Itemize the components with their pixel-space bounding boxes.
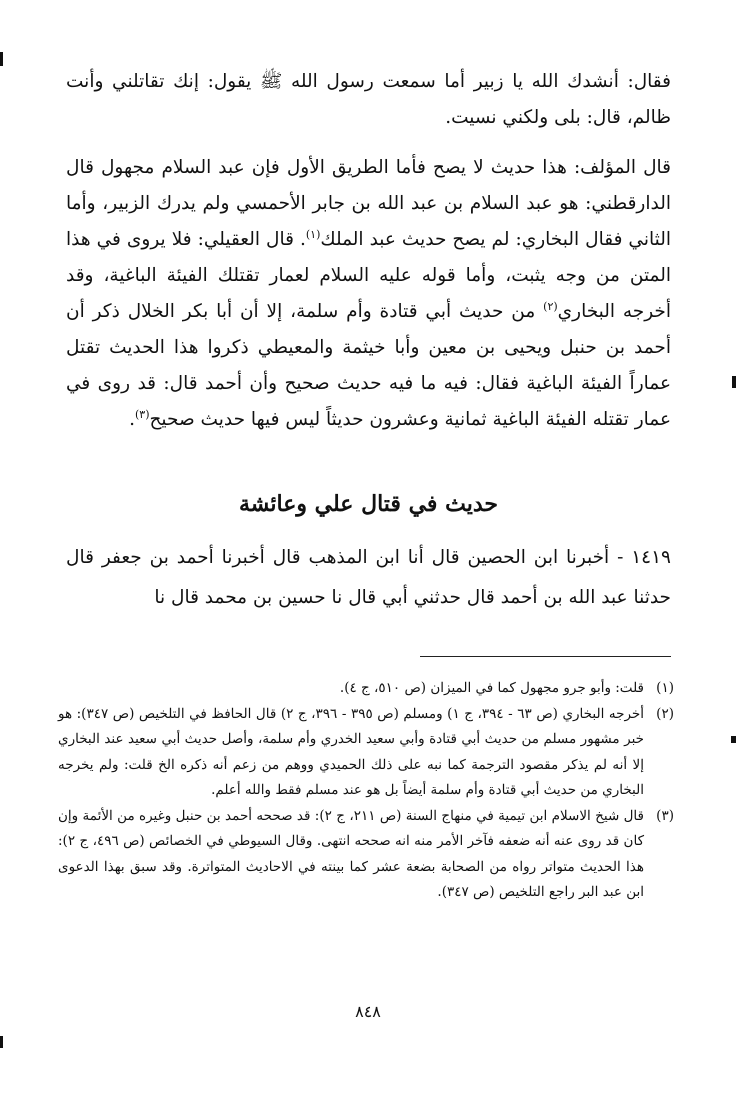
hadith-paragraph: ١٤١٩ - أخبرنا ابن الحصين قال أنا ابن المذهب قال أخبرنا أحمد بن جعفر قال حدثنا عبد الله بن أحمد قال حدثني أبي قال نا حسين بن محمد قال نا	[66, 547, 671, 608]
footnote-number: (١)	[656, 680, 674, 696]
scan-edge-mark	[0, 52, 3, 66]
scan-edge-mark	[732, 376, 736, 388]
footnote-item	[58, 804, 674, 906]
commentary-text: قال المؤلف: هذا حديث لا يصح فأما الطريق الأول فإن عبد السلام مجهول قال الدارقطني: هو عبد السلام بن عبد الله بن جابر الأحمسي ولم يدرك الزبير، وأما الثاني فقال البخاري: لم يصح حديث عبد الملك	[66, 157, 671, 250]
footnote-text: أخرجه البخاري (ص ٦٣ - ٣٩٤، ج ١) ومسلم (ص ٣٩٥ - ٣٩٦، ج ٢) قال الحافظ في التلخيص (ص ٣٤٧): هو خبر مشهور مسلم من حديث أبي قتادة وأبي سعيد الخدري وأم سلمة، وأصل حديث أبي سعيد عند البخاري إلا أنه لم يذكر مقصود الترجمة كما نبه على ذلك الحميدي ووهم من زعم أنه ذكره الخ قلت: ولم يخرجه البخاري من حديث أبي قتادة وأم سلمة أيضاً بل هو عند مسلم فقط والله أعلم.	[58, 705, 644, 798]
narration-paragraph: فقال: أنشدك الله يا زبير أما سمعت رسول الله ﷺ يقول: إنك تقاتلني وأنت ظالم، قال: بلى ولكني نسيت.	[66, 71, 671, 128]
commentary-text: . قال العقيلي: فلا يروى في هذا المتن من وجه يثبت، وأما قوله عليه السلام لعمار تقتلك الفيئة الباغية، وقد أخرجه البخاري	[66, 229, 672, 322]
author-commentary-paragraph	[66, 150, 671, 438]
footnote-item	[58, 702, 674, 804]
footnote-ref-3[interactable]: (٣)	[134, 407, 150, 421]
footnotes	[58, 676, 674, 906]
footnote-ref-1[interactable]: (١)	[305, 227, 321, 241]
main-text	[66, 64, 671, 438]
page-number: ٨٤٨	[355, 1002, 381, 1021]
footnote-number: (٢)	[656, 705, 674, 722]
section-heading: حديث في قتال علي وعائشة	[239, 491, 498, 517]
footnote-item	[58, 676, 674, 702]
scan-edge-mark	[0, 1036, 3, 1048]
footnote-text: قلت: وأبو جرو مجهول كما في الميزان (ص ٥١٠، ج ٤).	[339, 680, 644, 696]
commentary-text: من حديث أبي قتادة وأم سلمة، إلا أن أبا بكر الخلال ذكر أن أحمد بن حنبل ويحيى بن معين وأبا خيثمة والمعيطي ذكروا هذا الحديث تقتل عماراً الفيئة الباغية فقال: فيه ما فيه حديث صحيح وأن أحمد قال: قد روى في عمار تقتله الفيئة الباغية ثمانية وعشرون حديثاً ليس فيها حديث صحيح	[66, 301, 671, 430]
footnote-text: قال شيخ الاسلام ابن تيمية في منهاج السنة (ص ٢١١، ج ٢): قد صححه أحمد بن حنبل وغيره من الأئمة وإن كان قد روى عنه أنه ضعفه فآخر الأمر منه انه صححه انتهى. وقال السيوطي في الخصائص (ص ٤٩٦، ج ٢): هذا الحديث متواتر رواه من الصحابة بضعة عشر كما بينته في الاحاديث المتواترة. وقد سبق بهذا الدعوى ابن عبد البر راجع التلخيص (ص ٣٤٧).	[58, 807, 645, 900]
footnote-ref-2[interactable]: (٢)	[543, 299, 558, 313]
scan-edge-mark	[731, 736, 736, 743]
footnote-separator	[420, 656, 671, 657]
commentary-text: .	[129, 409, 135, 430]
footnote-number: (٣)	[656, 807, 674, 824]
